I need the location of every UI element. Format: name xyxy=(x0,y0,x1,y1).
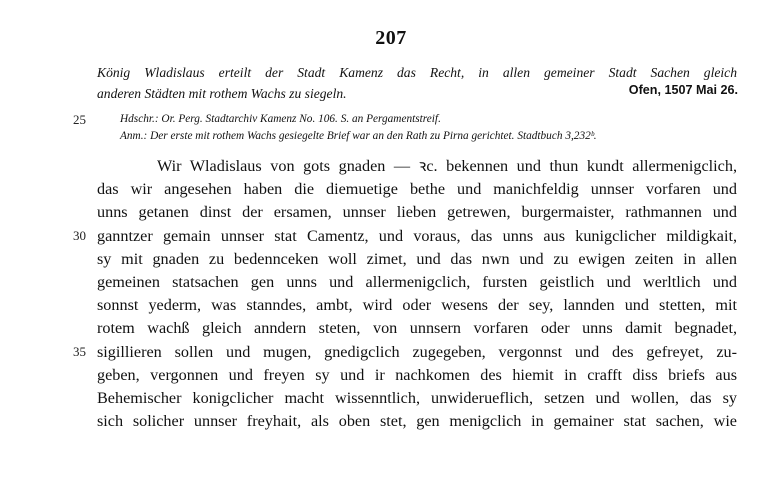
text-line: unns getanen dinst der ersamen, unnser lieben getrewen, burgermaister, rathmannen und xyxy=(97,203,737,222)
line-number: 30 xyxy=(73,228,86,243)
line-number: 25 xyxy=(73,112,86,127)
text-line: sonnst yederm, was stanndes, ambt, wird oder wesens der sey, lannden und stetten, mit xyxy=(97,296,737,315)
line-number: 35 xyxy=(73,344,86,359)
text-line: das wir angesehen haben die diemuetige bethe und manichfeldig unnser vorfaren und xyxy=(97,180,737,199)
text-line: ganntzer gemain unnser stat Camentz, und voraus, das unns aus kunigclicher mildigkait, xyxy=(97,226,737,245)
text-line: geben, vergonnen und freyen sy und ir nachkomen des hiemit in crafft diss briefs aus xyxy=(97,365,737,384)
annotation-note: Anm.: Der erste mit rothem Wachs gesiegelte Brief war an den Rath zu Pirna gerichtet. Stadtbuch 3,232ᵇ. xyxy=(120,130,597,142)
text-line: gemeinen statsachen gen unns und allermenigclich, fursten geistlich und werltlich und xyxy=(97,273,737,292)
text-line: rotem wachß gleich anndern steten, von unnsern vorfaren oder unns damit begnadet, xyxy=(97,319,737,338)
manuscript-note: Hdschr.: Or. Perg. Stadtarchiv Kamenz No. 106. S. an Pergamentstreif. xyxy=(120,113,441,125)
text-line: sich solicher unnser freyhait, als oben stet, gen menigclich in gemainer stat sachen, wie xyxy=(97,412,737,431)
text-line: sigillieren sollen und mugen, gnedigclich zugegeben, vergonnst und des gefreyet, zu- xyxy=(97,342,737,361)
document-date: Ofen, 1507 Mai 26. xyxy=(628,83,738,97)
text-line: Wir Wladislaus von gots gnaden — ꝛc. bekennen und thun kundt allermenigclich, xyxy=(157,157,737,175)
charter-text xyxy=(97,155,737,433)
summary-line: anderen Städten mit rothem Wachs zu siegeln. xyxy=(97,86,347,101)
source-notes xyxy=(120,111,740,145)
text-line: Behemischer konigclicher macht wissenntlich, unwiderueflich, setzen und wollen, das sy xyxy=(97,389,737,408)
page-number: 207 xyxy=(375,27,407,49)
text-line: sy mit gnaden zu bedennceken woll zimet, und das nwn und zu ewigen zeiten in allen xyxy=(97,249,737,268)
summary-line: König Wladislaus erteilt der Stadt Kamenz das Recht, in allen gemeiner Stadt Sachen gleich xyxy=(97,65,737,80)
